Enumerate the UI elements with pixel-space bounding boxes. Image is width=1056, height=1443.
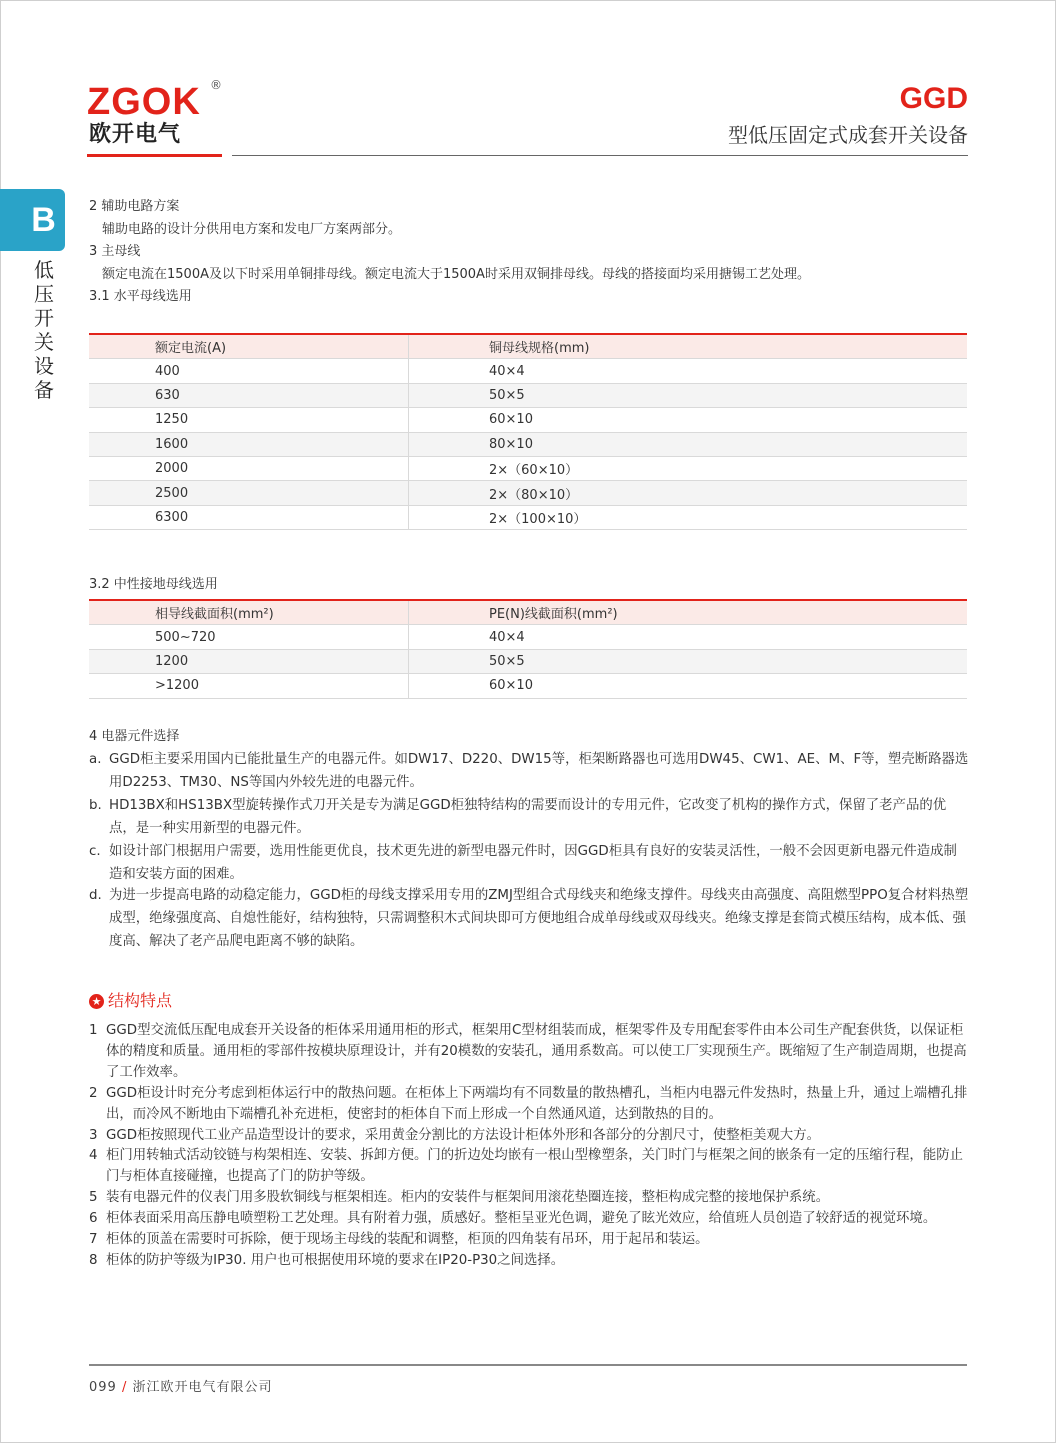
feature-text: GGD柜设计时充分考虑到柜体运行中的散热问题。在柜体上下两端均有不同数量的散热槽孔，当柜内电器元件发热时，热量上升，通过上端槽孔排出，而冷风不断地由下端槽孔补充进柜，使密封的柜体自下而上形成一个自然通风道，达到散热的目的。 bbox=[106, 1086, 968, 1122]
list-item bbox=[89, 748, 969, 794]
list-marker: d. bbox=[89, 888, 102, 903]
page-footer bbox=[89, 1376, 273, 1395]
section-title: 4 电器元件选择 bbox=[89, 729, 180, 744]
brand-logo: ZGOK bbox=[87, 81, 201, 123]
list-marker: a. bbox=[89, 752, 102, 767]
table-cell: 400 bbox=[89, 359, 409, 383]
feature-item bbox=[89, 1187, 969, 1208]
feature-text: 柜体的顶盖在需要时可拆除，便于现场主母线的装配和调整，柜顶的四角装有吊环，用于起吊和装运。 bbox=[106, 1232, 709, 1247]
feature-number: 8 bbox=[89, 1253, 98, 1268]
list-marker: b. bbox=[89, 798, 102, 813]
feature-item bbox=[89, 1125, 969, 1146]
brand-logo-chinese: 欧开电气 bbox=[89, 122, 182, 147]
table-cell: 80×10 bbox=[409, 432, 968, 456]
table-row bbox=[89, 383, 967, 407]
registered-mark: ® bbox=[210, 78, 222, 92]
table-row bbox=[89, 505, 967, 529]
features-heading bbox=[89, 989, 172, 1013]
table-header-cell: 铜母线规格(mm) bbox=[409, 334, 968, 359]
table-row bbox=[89, 359, 967, 383]
company-name: 浙江欧开电气有限公司 bbox=[132, 1380, 273, 1395]
feature-text: 柜体的防护等级为IP30. 用户也可根据使用环境的要求在IP20-P30之间选择。 bbox=[106, 1253, 565, 1268]
table-cell: 60×10 bbox=[409, 674, 968, 698]
section-title: 3.1 水平母线选用 bbox=[89, 289, 192, 304]
table-row bbox=[89, 625, 967, 649]
table-header-row bbox=[89, 600, 967, 625]
feature-item bbox=[89, 1083, 969, 1125]
table-cell: >1200 bbox=[89, 674, 409, 698]
table-cell: 2500 bbox=[89, 481, 409, 505]
table-header-cell: 相导线截面积(mm²) bbox=[89, 600, 409, 625]
section-title: 3 主母线 bbox=[89, 244, 141, 259]
list-item bbox=[89, 840, 969, 886]
feature-item bbox=[89, 1020, 969, 1083]
feature-text: GGD柜按照现代工业产品造型设计的要求，采用黄金分割比的方法设计柜体外形和各部分的分割尺寸，使整柜美观大方。 bbox=[106, 1128, 820, 1143]
table-row bbox=[89, 649, 967, 673]
table-cell: 2×（80×10） bbox=[409, 481, 968, 505]
chapter-tab: B bbox=[0, 189, 65, 251]
table-cell: 50×5 bbox=[409, 649, 968, 673]
paragraph: 额定电流在1500A及以下时采用单铜排母线。额定电流大于1500A时采用双铜排母线。母线的搭接面均采用搪锡工艺处理。 bbox=[102, 267, 810, 282]
table-cell: 40×4 bbox=[409, 359, 968, 383]
section-title: 3.2 中性接地母线选用 bbox=[89, 577, 218, 592]
table-row bbox=[89, 481, 967, 505]
table-row bbox=[89, 456, 967, 480]
list-marker: c. bbox=[89, 844, 101, 859]
feature-number: 1 bbox=[89, 1023, 98, 1038]
paragraph: 辅助电路的设计分供用电方案和发电厂方案两部分。 bbox=[102, 222, 402, 237]
header-accent-line bbox=[87, 154, 222, 157]
product-subtitle: 型低压固定式成套开关设备 bbox=[728, 123, 968, 147]
feature-number: 4 bbox=[89, 1148, 98, 1163]
table-row bbox=[89, 432, 967, 456]
chapter-label: 低压开关设备 bbox=[34, 258, 54, 402]
list-item bbox=[89, 794, 969, 840]
table-cell: 2×（100×10） bbox=[409, 505, 968, 529]
table-cell: 40×4 bbox=[409, 625, 968, 649]
list-item-text: HD13BX和HS13BX型旋转操作式刀开关是专为满足GGD柜独特结构的需要而设计的专用元件，它改变了机构的操作方式，保留了老产品的优点，是一种实用新型的电器元件。 bbox=[109, 798, 947, 836]
list-item-text: GGD柜主要采用国内已能批量生产的电器元件。如DW17、D220、DW15等，柜架断路器也可选用DW45、CW1、AE、M、F等，塑壳断路器选用D2253、TM30、NS等国内外较先进的电器元件。 bbox=[109, 752, 969, 790]
feature-text: 柜体表面采用高压静电喷塑粉工艺处理。具有附着力强，质感好。整柜呈亚光色调，避免了眩光效应，给值班人员创造了较舒适的视觉环境。 bbox=[106, 1211, 937, 1226]
feature-text: 柜门用转轴式活动铰链与构架相连、安装、拆卸方便。门的折边处均嵌有一根山型橡塑条，关门时门与框架之间的嵌条有一定的压缩行程，能防止门与柜体直接碰撞，也提高了门的防护等级。 bbox=[106, 1148, 963, 1184]
feature-number: 3 bbox=[89, 1128, 98, 1143]
feature-item bbox=[89, 1229, 969, 1250]
table-cell: 60×10 bbox=[409, 408, 968, 432]
feature-item bbox=[89, 1145, 969, 1187]
features-title: 结构特点 bbox=[108, 991, 173, 1010]
footer-separator: / bbox=[121, 1380, 128, 1395]
feature-number: 7 bbox=[89, 1232, 98, 1247]
table-cell: 1200 bbox=[89, 649, 409, 673]
feature-item bbox=[89, 1250, 969, 1271]
table-cell: 1250 bbox=[89, 408, 409, 432]
feature-number: 5 bbox=[89, 1190, 98, 1205]
header-divider bbox=[232, 155, 968, 156]
section-title: 2 辅助电路方案 bbox=[89, 199, 180, 214]
table-cell: 500~720 bbox=[89, 625, 409, 649]
feature-text: 装有电器元件的仪表门用多股软铜线与框架相连。柜内的安装件与框架间用滚花垫圈连接，整柜构成完整的接地保护系统。 bbox=[106, 1190, 830, 1205]
table-header-cell: PE(N)线截面积(mm²) bbox=[409, 600, 968, 625]
table-row bbox=[89, 674, 967, 698]
list-item bbox=[89, 884, 969, 953]
table-cell: 2000 bbox=[89, 456, 409, 480]
neutral-busbar-table bbox=[89, 599, 967, 699]
feature-number: 2 bbox=[89, 1086, 98, 1101]
busbar-table bbox=[89, 333, 967, 530]
feature-text: GGD型交流低压配电成套开关设备的柜体采用通用柜的形式，框架用C型材组装而成，框架零件及专用配套零件由本公司生产配套供货，以保证柜体的精度和质量。通用柜的零部件按模块原理设计，并有20模数的安装孔，通用系数高。可以使工厂实现预生产。既缩短了生产制造周期，也提高了工作效率。 bbox=[106, 1023, 967, 1080]
table-cell: 2×（60×10） bbox=[409, 456, 968, 480]
table-header-row bbox=[89, 334, 967, 359]
footer-divider bbox=[89, 1364, 967, 1366]
product-model-title: GGD bbox=[899, 82, 968, 115]
table-cell: 50×5 bbox=[409, 383, 968, 407]
table-header-cell: 额定电流(A) bbox=[89, 334, 409, 359]
table-cell: 6300 bbox=[89, 505, 409, 529]
list-item-text: 为进一步提高电路的动稳定能力，GGD柜的母线支撑采用专用的ZMJ型组合式母线夹和绝缘支撑件。母线夹由高强度、高阻燃型PPO复合材料热塑成型，绝缘强度高、自熄性能好，结构独特，只需调整积木式间块即可方便地组合成单母线或双母线夹。绝缘支撑是套筒式模压结构，成本低、强度高、解决了老产品爬电距离不够的缺陷。 bbox=[109, 888, 969, 949]
table-row bbox=[89, 408, 967, 432]
table-cell: 1600 bbox=[89, 432, 409, 456]
table-cell: 630 bbox=[89, 383, 409, 407]
list-item-text: 如设计部门根据用户需要，选用性能更优良，技术更先进的新型电器元件时，因GGD柜具有良好的安装灵活性，一般不会因更新电器元件造成制造和安装方面的困难。 bbox=[109, 844, 957, 882]
feature-number: 6 bbox=[89, 1211, 98, 1226]
page-number: 099 bbox=[89, 1380, 117, 1395]
feature-item bbox=[89, 1208, 969, 1229]
star-icon: ★ bbox=[89, 994, 104, 1009]
